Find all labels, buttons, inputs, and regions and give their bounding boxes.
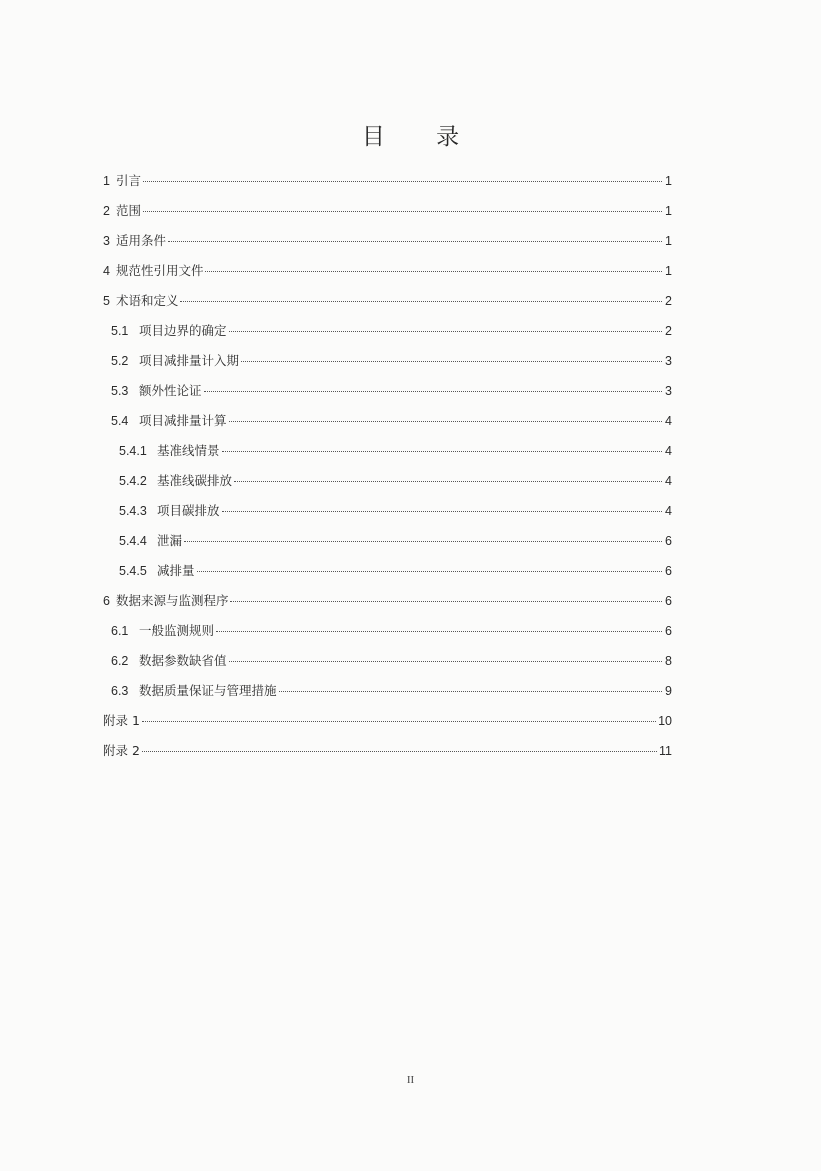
- toc-entry-label: 项目减排量计算: [139, 413, 227, 428]
- toc-entry-label: 减排量: [157, 563, 195, 578]
- toc-entry-page: 9: [665, 684, 672, 698]
- toc-entry-page: 4: [665, 504, 672, 518]
- toc-entry-number: 6.2: [111, 654, 129, 668]
- toc-entry-label: 范围: [115, 203, 141, 218]
- toc-leader-dots: [216, 630, 662, 632]
- toc-leader-dots: [229, 420, 662, 422]
- toc-leader-dots: [143, 210, 662, 212]
- toc-entry-page: 6: [665, 564, 672, 578]
- toc-leader-dots: [168, 240, 662, 242]
- toc-entry[interactable]: [103, 376, 672, 406]
- toc-entry-label: 附录 2: [103, 743, 140, 758]
- toc-entry[interactable]: [103, 166, 672, 196]
- toc-entry-page: 11: [659, 744, 672, 758]
- toc-leader-dots: [197, 570, 662, 572]
- toc-entry-label: 项目减排量计入期: [139, 353, 240, 368]
- toc-entry-label: 数据参数缺省值: [139, 653, 227, 668]
- toc-entry-label: 术语和定义: [115, 293, 179, 308]
- toc-entry-page: 2: [665, 294, 672, 308]
- toc-entry-number: 5.2: [111, 354, 129, 368]
- toc-leader-dots: [222, 510, 662, 512]
- toc-entry-label: 额外性论证: [139, 383, 202, 398]
- toc-entry[interactable]: [103, 526, 672, 556]
- toc-leader-dots: [229, 330, 662, 332]
- toc-entry-label: 基准线情景: [157, 443, 220, 458]
- toc-entry[interactable]: [103, 556, 672, 586]
- toc-entry-number: 4: [103, 264, 110, 278]
- toc-entry-number: 6: [103, 594, 110, 608]
- toc-leader-dots: [184, 540, 662, 542]
- toc-entry-label: 数据来源与监测程序: [115, 593, 229, 608]
- toc-entry-page: 1: [665, 174, 672, 188]
- toc-entry-number: 5.4.4: [119, 534, 147, 548]
- toc-entry[interactable]: [103, 406, 672, 436]
- toc-entry-number: 5.4.2: [119, 474, 147, 488]
- toc-entry-number: 5: [103, 294, 110, 308]
- toc-entry-number: 5.1: [111, 324, 129, 338]
- toc-entry-label: 规范性引用文件: [115, 263, 204, 278]
- toc-entry[interactable]: [103, 346, 672, 376]
- toc-entry-number: 3: [103, 234, 110, 248]
- toc-entry[interactable]: [103, 676, 672, 706]
- toc-entry[interactable]: [103, 436, 672, 466]
- toc-entry-number: 6.1: [111, 624, 129, 638]
- toc-leader-dots: [222, 450, 662, 452]
- toc-entry[interactable]: [103, 286, 672, 316]
- toc-leader-dots: [204, 390, 662, 392]
- toc-entry[interactable]: [103, 646, 672, 676]
- toc-entry-label: 数据质量保证与管理措施: [139, 683, 277, 698]
- toc-entry-page: 1: [665, 264, 672, 278]
- toc-entry-page: 10: [658, 714, 672, 728]
- toc-entry-label: 适用条件: [115, 233, 166, 248]
- toc-entry-page: 4: [665, 414, 672, 428]
- toc-entry-page: 3: [665, 384, 672, 398]
- toc-entry-number: 1: [103, 174, 110, 188]
- toc-entry-page: 1: [665, 204, 672, 218]
- table-of-contents: [103, 166, 672, 766]
- toc-entry-number: 2: [103, 204, 110, 218]
- toc-entry-page: 4: [665, 444, 672, 458]
- toc-entry[interactable]: [103, 226, 672, 256]
- toc-leader-dots: [205, 270, 662, 272]
- toc-entry-label: 项目碳排放: [157, 503, 220, 518]
- toc-entry-page: 4: [665, 474, 672, 488]
- toc-entry-label: 项目边界的确定: [139, 323, 227, 338]
- toc-entry[interactable]: [103, 256, 672, 286]
- toc-leader-dots: [230, 600, 662, 602]
- toc-entry[interactable]: [103, 736, 672, 766]
- toc-entry-page: 2: [665, 324, 672, 338]
- toc-entry-label: 基准线碳排放: [157, 473, 233, 488]
- toc-entry-page: 6: [665, 534, 672, 548]
- toc-entry-number: 5.4.5: [119, 564, 147, 578]
- toc-entry-label: 引言: [115, 173, 141, 188]
- toc-entry-number: 6.3: [111, 684, 129, 698]
- toc-entry[interactable]: [103, 196, 672, 226]
- toc-entry-label: 一般监测规则: [139, 623, 215, 638]
- toc-entry-number: 5.4: [111, 414, 129, 428]
- toc-entry[interactable]: [103, 616, 672, 646]
- toc-entry-page: 6: [665, 624, 672, 638]
- toc-entry-label: 附录 1: [103, 713, 140, 728]
- toc-entry-number: 5.3: [111, 384, 129, 398]
- toc-leader-dots: [142, 750, 657, 752]
- toc-entry[interactable]: [103, 706, 672, 736]
- toc-entry[interactable]: [103, 316, 672, 346]
- toc-entry-number: 5.4.3: [119, 504, 147, 518]
- toc-entry[interactable]: [103, 586, 672, 616]
- toc-entry-label: 泄漏: [157, 533, 183, 548]
- page-number: II: [406, 1074, 415, 1086]
- toc-entry[interactable]: [103, 496, 672, 526]
- toc-entry-page: 1: [665, 234, 672, 248]
- toc-entry-page: 6: [665, 594, 672, 608]
- toc-leader-dots: [143, 180, 662, 182]
- page-title: 目 录: [361, 124, 482, 150]
- toc-entry-page: 3: [665, 354, 672, 368]
- toc-leader-dots: [142, 720, 656, 722]
- toc-leader-dots: [234, 480, 662, 482]
- toc-entry[interactable]: [103, 466, 672, 496]
- toc-leader-dots: [279, 690, 662, 692]
- toc-leader-dots: [229, 660, 662, 662]
- toc-leader-dots: [180, 300, 662, 302]
- toc-leader-dots: [241, 360, 662, 362]
- toc-entry-number: 5.4.1: [119, 444, 147, 458]
- toc-entry-page: 8: [665, 654, 672, 668]
